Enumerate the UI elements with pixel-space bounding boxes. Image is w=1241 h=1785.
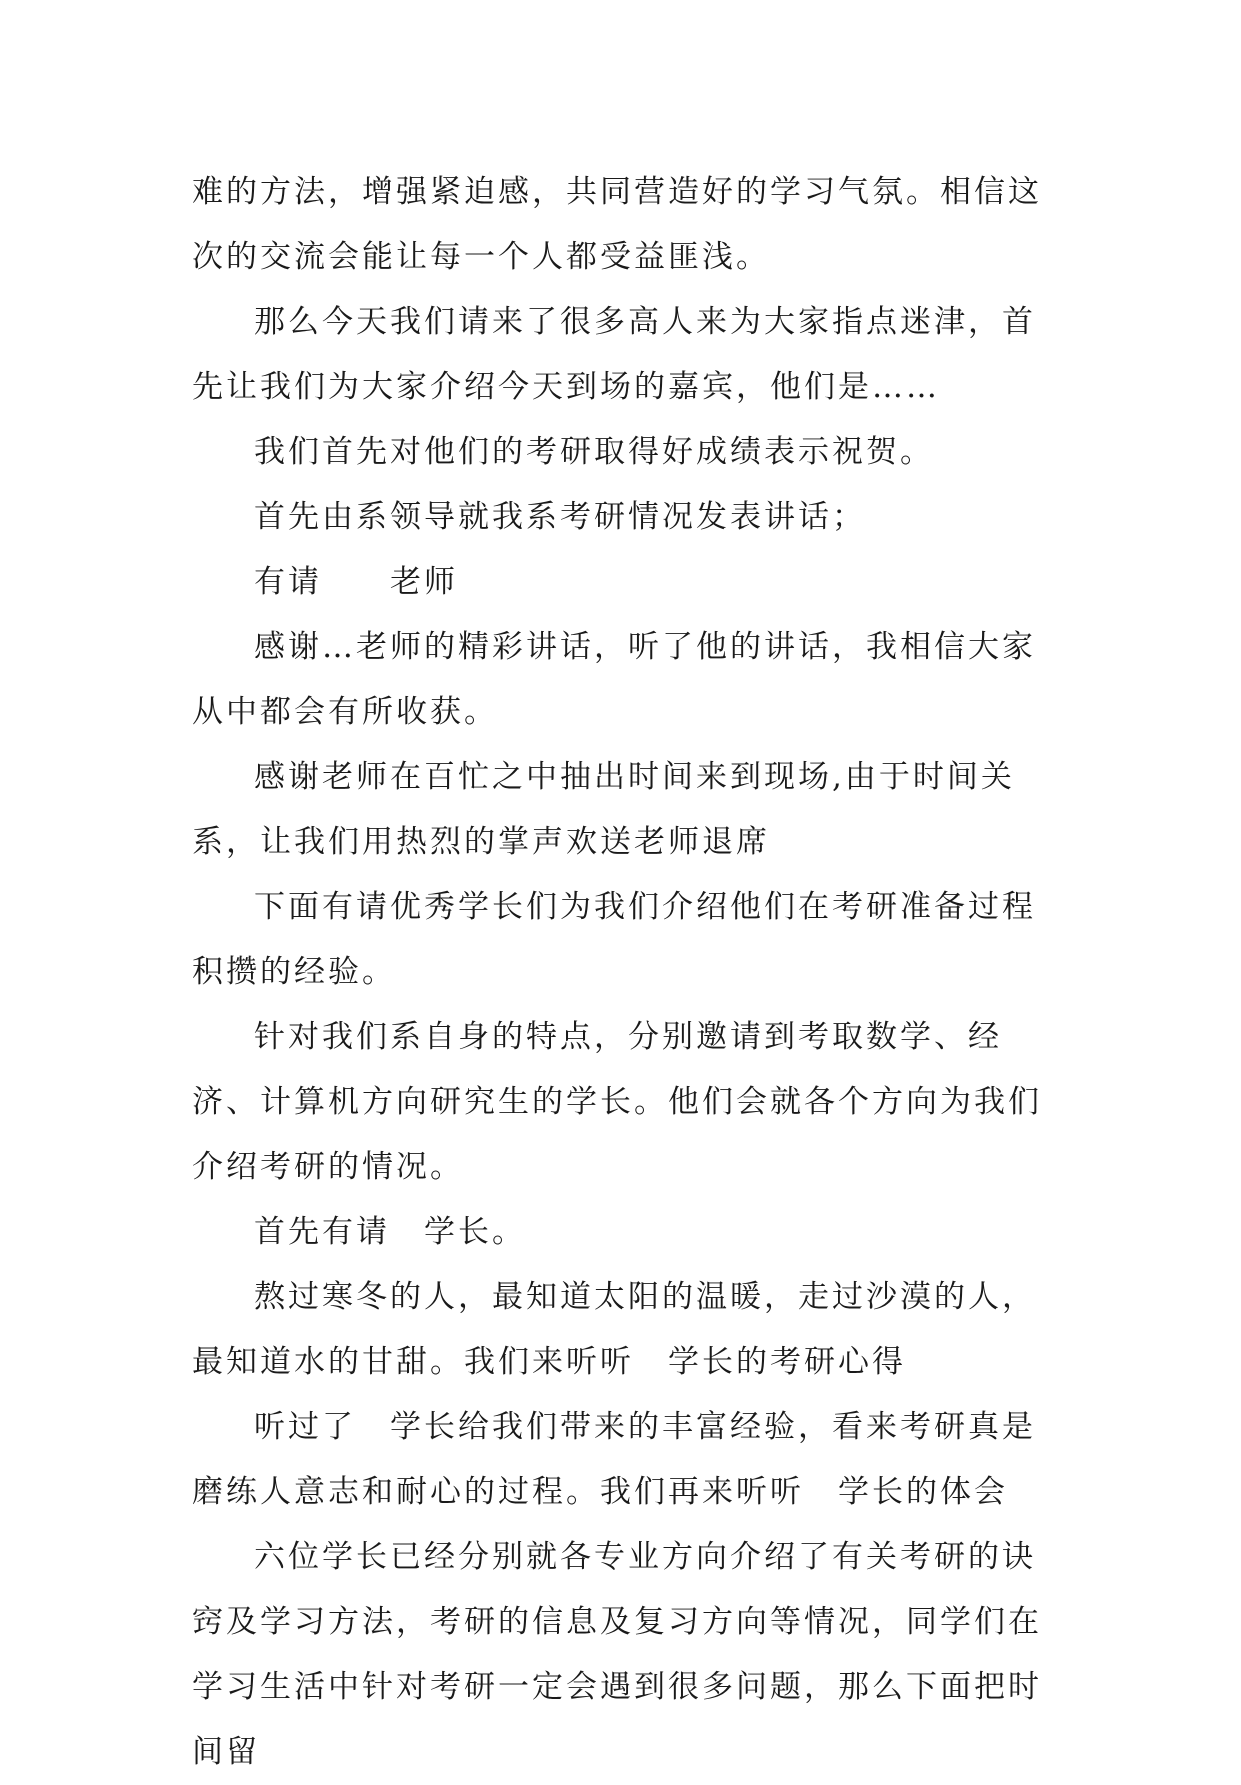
paragraph: 针对我们系自身的特点，分别邀请到考取数学、经济、计算机方向研究生的学长。他们会就各个方向为我们介绍考研的情况。 [192,1019,1042,1185]
paragraph: 首先有请 学长。 [254,1214,526,1250]
paragraph: 那么今天我们请来了很多高人来为大家指点迷津，首先让我们为大家介绍今天到场的嘉宾，他们是…… [192,304,1036,405]
document-body [192,160,1062,1785]
paragraph: 下面有请优秀学长们为我们介绍他们在考研准备过程积攒的经验。 [192,889,1036,990]
paragraph: 熬过寒冬的人，最知道太阳的温暖，走过沙漠的人，最知道水的甘甜。我们来听听 学长的考研心得 [192,1279,1036,1380]
paragraph: 感谢…老师的精彩讲话，听了他的讲话，我相信大家从中都会有所收获。 [192,629,1036,730]
paragraph: 难的方法，增强紧迫感，共同营造好的学习气氛。相信这次的交流会能让每一个人都受益匪浅。 [192,174,1042,275]
paragraph: 听过了 学长给我们带来的丰富经验，看来考研真是磨练人意志和耐心的过程。我们再来听听 学长的体会 [192,1409,1036,1510]
paragraph: 有请 老师 [254,564,458,600]
paragraph: 首先由系领导就我系考研情况发表讲话； [254,499,866,535]
paragraph: 六位学长已经分别就各专业方向介绍了有关考研的诀窍及学习方法，考研的信息及复习方向等情况，同学们在学习生活中针对考研一定会遇到很多问题，那么下面把时间留 [192,1539,1042,1770]
paragraph: 我们首先对他们的考研取得好成绩表示祝贺。 [254,434,934,470]
paragraph: 感谢老师在百忙之中抽出时间来到现场,由于时间关系，让我们用热烈的掌声欢送老师退席 [192,759,1015,860]
